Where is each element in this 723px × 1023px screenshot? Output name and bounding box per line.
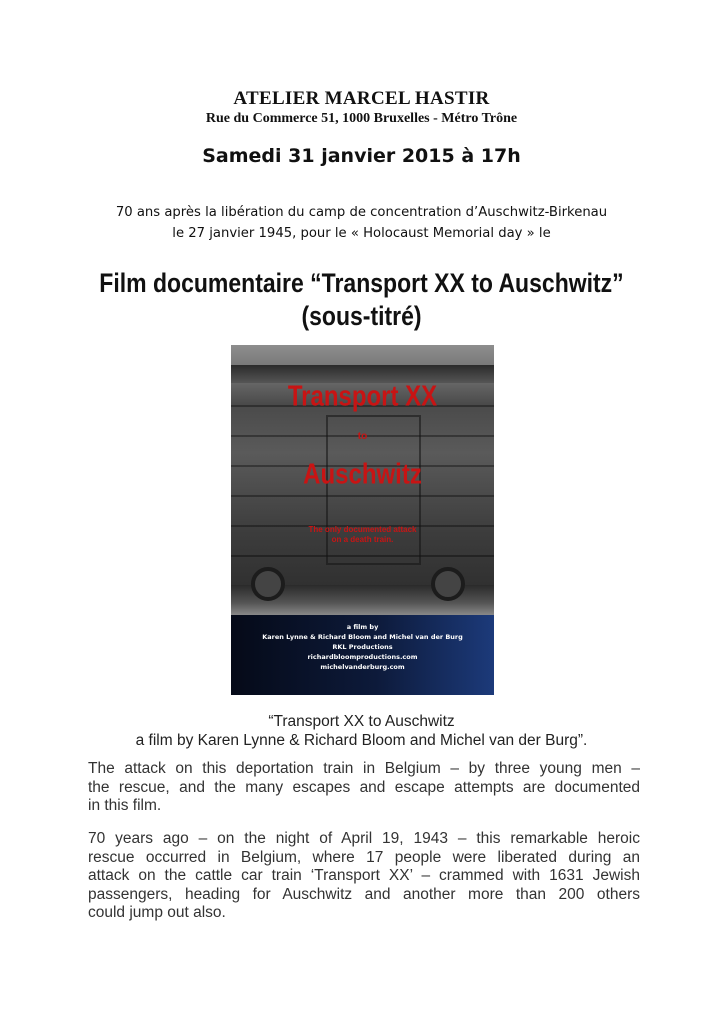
poster-title-line: to <box>357 431 368 442</box>
paragraph-line: 70 years ago – on the night of April 19, 1943 – this remarkable heroic <box>88 830 640 847</box>
paragraph-attack <box>88 760 640 816</box>
intro-line: le 27 janvier 1945, pour le « Holocaust Memorial day » le <box>172 226 551 241</box>
poster-credit-line: michelvanderburg.com <box>320 663 405 671</box>
paragraph-rescue <box>88 830 640 923</box>
venue-address: Rue du Commerce 51, 1000 Bruxelles - Métro Trône <box>205 111 518 126</box>
paragraph-line: The attack on this deportation train in Belgium – by three young men – <box>88 760 640 777</box>
venue-name: ATELIER MARCEL HASTIR <box>233 88 490 109</box>
paragraph-line: passengers, heading for Auschwitz and another more than 200 others <box>88 885 640 903</box>
paragraph-line: in this film. <box>88 797 162 814</box>
poster-title-line: Auschwitz <box>303 458 422 491</box>
paragraph-line: attack on the cattle car train ‘Transport XX’ – crammed with 1631 Jewish <box>88 867 640 884</box>
poster-tagline-line: The only documented attack <box>308 525 417 534</box>
film-title <box>0 266 723 332</box>
intro-line: 70 ans après la libération du camp de concentration d’Auschwitz-Birkenau <box>115 205 608 220</box>
poster-credit-line: RKL Productions <box>332 643 393 651</box>
film-title-line: Film documentaire “Transport XX to Auschwitz” <box>99 267 624 298</box>
caption-line: a film by Karen Lynne & Richard Bloom and Michel van der Burg”. <box>135 732 588 749</box>
film-title-subtitle: (sous-titré) <box>301 300 422 331</box>
poster-tagline <box>231 525 494 545</box>
poster-caption <box>0 712 723 750</box>
poster-credit-line: Karen Lynne & Richard Bloom and Michel van der Burg <box>262 633 463 641</box>
paragraph-line: could jump out also. <box>88 904 226 921</box>
poster-credit-line: a film by <box>346 623 379 631</box>
poster-credits <box>231 615 494 695</box>
intro-text <box>0 202 723 244</box>
film-poster <box>231 345 494 695</box>
poster-tagline-line: on a death train. <box>331 535 394 544</box>
poster-title-line: Transport XX <box>287 380 438 413</box>
paragraph-line: rescue occurred in Belgium, where 17 people were liberated during an <box>88 848 640 866</box>
caption-line: “Transport XX to Auschwitz <box>268 713 455 730</box>
paragraph-line: the rescue, and the many escapes and escape attempts are documented <box>88 778 640 796</box>
event-date: Samedi 31 janvier 2015 à 17h <box>202 145 521 167</box>
poster-credit-line: richardbloomproductions.com <box>307 653 418 661</box>
